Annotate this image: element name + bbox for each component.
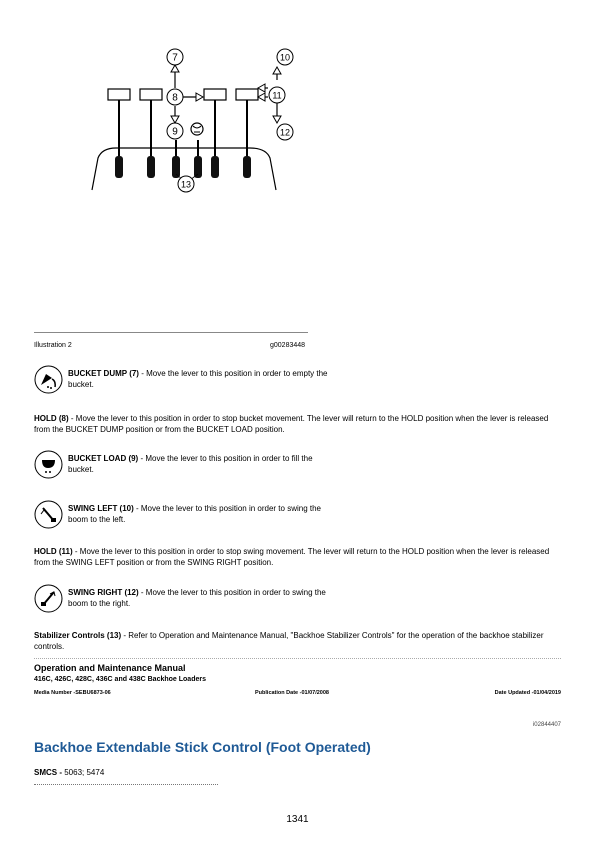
date-updated: Date Updated -01/04/2019 xyxy=(494,690,561,696)
bucket-dump-text: BUCKET DUMP (7) - Move the lever to this position in order to empty the bucket. xyxy=(68,369,328,389)
stabilizer-controls-paragraph: Stabilizer Controls (13) - Refer to Operation and Maintenance Manual, "Backhoe Stabilizer Controls" for the operation of the backhoe stabilizer controls. xyxy=(34,631,544,651)
media-number: Media Number -SEBU6873-06 xyxy=(34,690,111,696)
control-lever-illustration xyxy=(80,40,300,200)
callout-7: 7 xyxy=(172,52,178,64)
swing-left-icon xyxy=(34,500,63,529)
caption-rule xyxy=(34,332,308,333)
callout-11: 11 xyxy=(272,90,282,101)
callout-10: 10 xyxy=(279,52,291,63)
callout-8: 8 xyxy=(172,92,178,104)
callout-13: 13 xyxy=(180,179,192,190)
swing-right-text: SWING RIGHT (12) - Move the lever to this position in order to swing the boom to the right. xyxy=(68,588,326,608)
callout-12: 12 xyxy=(279,127,291,138)
document-id: i02844407 xyxy=(532,722,561,728)
manual-models: 416C, 426C, 428C, 436C and 438C Backhoe Loaders xyxy=(34,676,206,683)
footer-separator xyxy=(34,658,561,659)
bucket-load-icon xyxy=(34,450,63,479)
smcs-line: SMCS - 5063; 5474 xyxy=(34,768,105,777)
manual-title: Operation and Maintenance Manual xyxy=(34,663,186,673)
callout-9: 9 xyxy=(172,126,178,138)
section-title: Backhoe Extendable Stick Control (Foot Operated) xyxy=(34,739,371,755)
bucket-dump-icon xyxy=(34,365,63,394)
smcs-separator xyxy=(34,784,218,785)
page-number: 1341 xyxy=(286,814,309,825)
publication-date: Publication Date -01/07/2008 xyxy=(255,690,329,696)
swing-right-icon xyxy=(34,584,63,613)
hold-8-paragraph: HOLD (8) - Move the lever to this position in order to stop bucket movement. The lever will return to the HOLD position when the lever is released from the BUCKET DUMP position or from the BUCKET LOAD position. xyxy=(34,414,549,434)
bucket-load-text: BUCKET LOAD (9) - Move the lever to this position in order to fill the bucket. xyxy=(68,454,313,474)
swing-left-text: SWING LEFT (10) - Move the lever to this position in order to swing the boom to the left. xyxy=(68,504,321,524)
illustration-caption: Illustration 2 xyxy=(34,342,72,349)
illustration-code: g00283448 xyxy=(270,342,306,349)
hold-11-paragraph: HOLD (11) - Move the lever to this position in order to stop swing movement. The lever will return to the HOLD position when the lever is released from the SWING LEFT position or from the SWING RIGHT position. xyxy=(34,547,550,567)
